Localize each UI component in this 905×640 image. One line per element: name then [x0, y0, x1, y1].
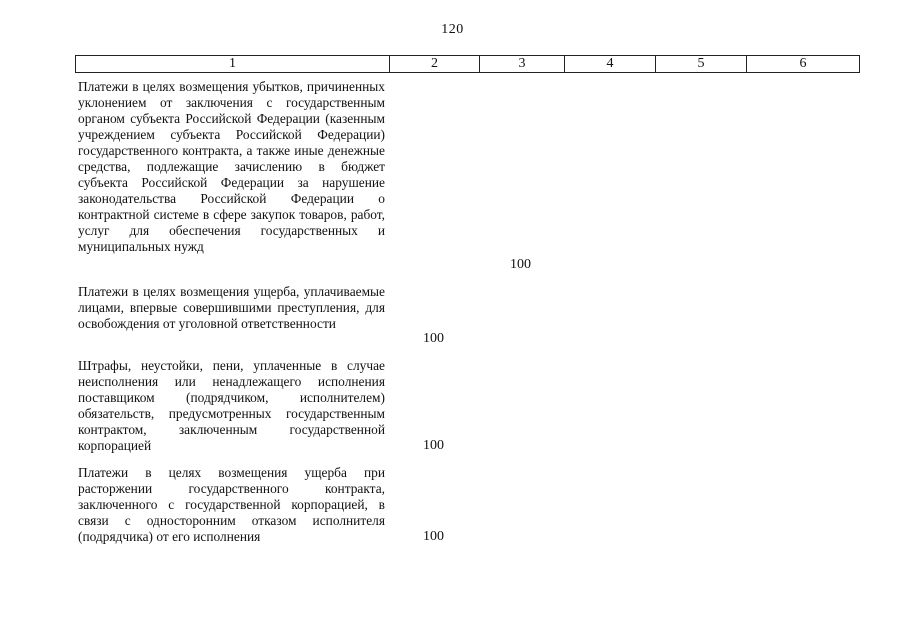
column-header-table [75, 55, 860, 73]
column-header-2: 2 [390, 56, 480, 73]
row-description: Платежи в целях возмещения убытков, причиненных уклонением от заключения с государственным органом субъекта Российской Федерации (казенным учреждением субъекта Российской Федерации) государственного контракта, а также иные денежные средства, подлежащие зачислению в бюджет субъекта Российской Федерации за нарушение законодательства Российской Федерации о контрактной системе в сфере закупок товаров, работ, услуг для обеспечения государственных и муниципальных нужд [78, 79, 385, 254]
row-value-col2: 100 [423, 331, 444, 346]
column-header-5: 5 [656, 56, 747, 73]
row-description: Платежи в целях возмещения ущерба, уплачиваемые лицами, впервые совершившими преступления, для освобождения от уголовной ответственности [78, 284, 385, 331]
page-number: 120 [441, 22, 464, 37]
row-value-col2: 100 [423, 438, 444, 453]
table-row [78, 465, 385, 545]
row-description: Платежи в целях возмещения ущерба при расторжении государственного контракта, заключенного с государственной корпорацией, в связи с односторонним отказом исполнителя (подрядчика) от его исполнения [78, 465, 385, 544]
table-row [78, 358, 385, 454]
row-description: Штрафы, неустойки, пени, уплаченные в случае неисполнения или ненадлежащего исполнения поставщиком (подрядчиком, исполнителем) обязательств, предусмотренных государственным контрактом, заключенным государственной корпорацией [78, 358, 385, 453]
column-header-1: 1 [76, 56, 390, 73]
column-header-4: 4 [565, 56, 656, 73]
row-value-col2: 100 [423, 529, 444, 544]
table-row [78, 284, 385, 332]
column-header-3: 3 [480, 56, 565, 73]
column-header-6: 6 [747, 56, 860, 73]
row-value-col3: 100 [510, 257, 531, 272]
table-row [78, 79, 385, 255]
column-header-row [76, 56, 860, 73]
